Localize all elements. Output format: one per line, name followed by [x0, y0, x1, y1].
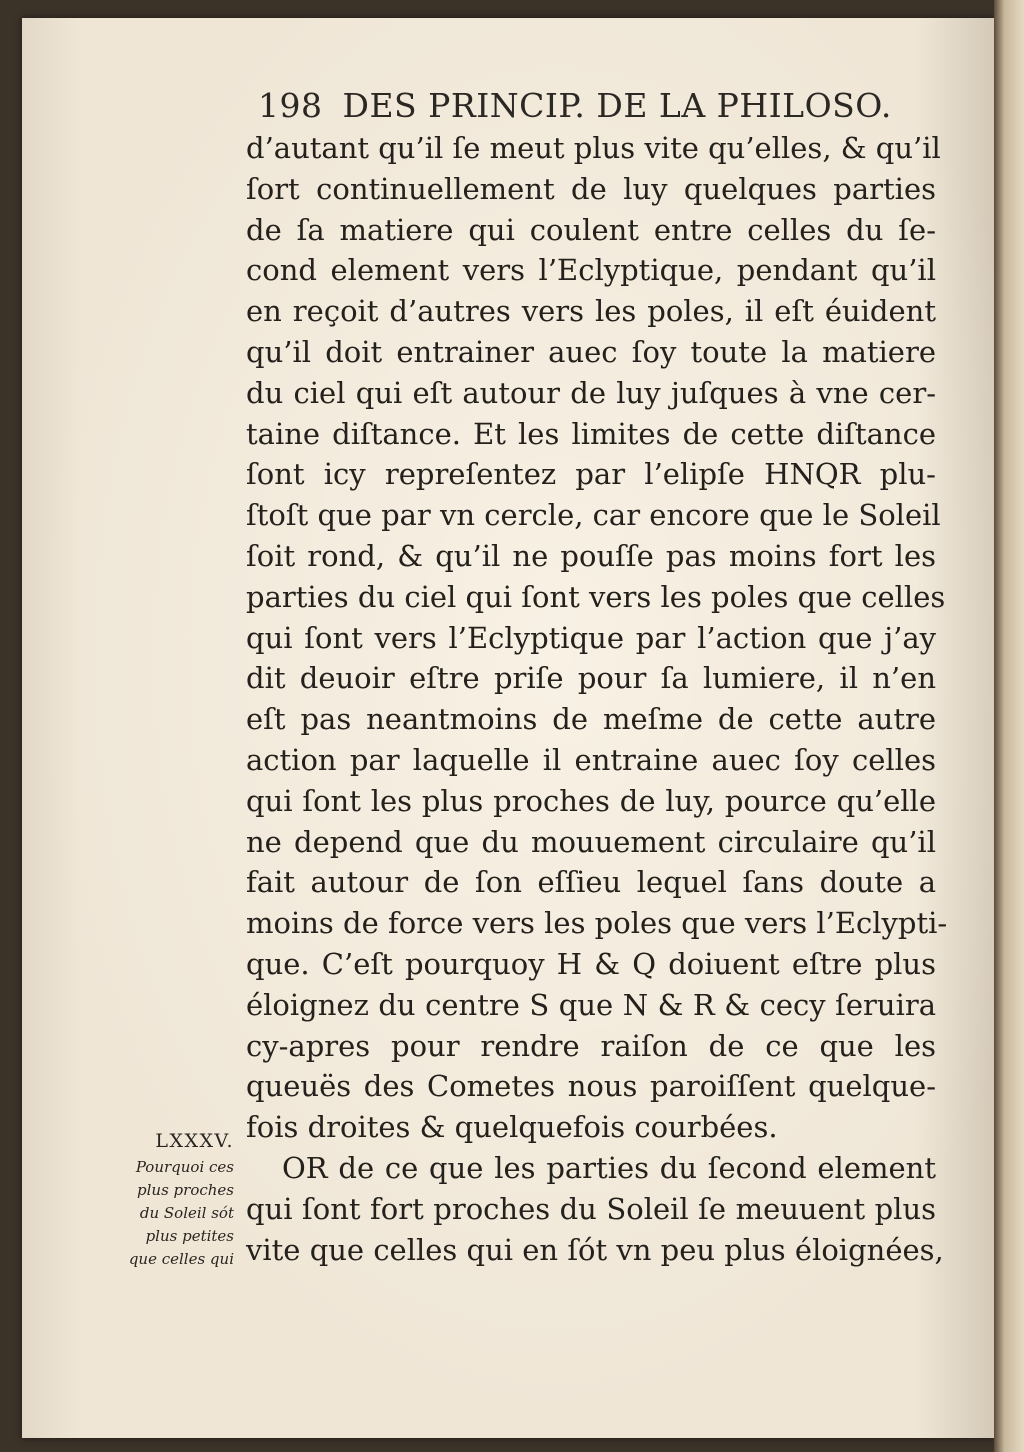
- text-line: d’autant qu’il ſe meut plus vite qu’elles, & qu’il: [246, 131, 941, 165]
- text-line: fois droites & quelquefois courbées.: [246, 1110, 778, 1145]
- text-line: OR de ce que les parties du ſecond element: [282, 1150, 936, 1185]
- page-number: 198: [258, 86, 323, 125]
- text-line: ſont icy repreſentez par l’elipſe HNQR plu-: [246, 457, 936, 492]
- text-line: parties du ciel qui ſont vers les poles que celles: [246, 579, 946, 614]
- text-line: queuës des Cometes nous paroiſſent quelque-: [246, 1069, 936, 1104]
- text-line: cond element vers l’Eclyptique, pendant qu’il: [246, 253, 936, 288]
- text-line: ſtoſt que par vn cercle, car encore que le Soleil: [246, 498, 941, 533]
- body-text: [246, 128, 948, 1270]
- text-line: dit deuoir eſtre priſe pour ſa lumiere, il n’en: [246, 661, 936, 696]
- text-line: moins de force vers les poles que vers l’Eclypti-: [246, 906, 948, 941]
- margin-note-line: que celles qui: [128, 1250, 234, 1268]
- text-line: taine diſtance. Et les limites de cette diſtance: [246, 416, 936, 451]
- text-line: eſt pas neantmoins de meſme de cette autre: [246, 702, 936, 737]
- text-line: ſoit rond, & qu’il ne pouſſe pas moins fort les: [246, 538, 936, 573]
- margin-note-line: Pourquoi ces: [135, 1158, 234, 1176]
- text-line: vite que celles qui en ſót vn peu plus éloignées,: [246, 1232, 944, 1267]
- text-line: du ciel qui eſt autour de luy juſques à vne cer-: [246, 375, 936, 410]
- text-line: qu’il doit entrainer auec ſoy toute la matiere: [246, 334, 936, 369]
- text-line: ne depend que du mouuement circulaire qu’il: [246, 824, 936, 859]
- text-line: qui ſont les plus proches de luy, pource qu’elle: [246, 783, 936, 818]
- running-head: [258, 86, 898, 126]
- text-line: que. C’eſt pourquoy H & Q doiuent eſtre plus: [246, 946, 936, 981]
- text-line: qui ſont vers l’Eclyptique par l’action que j’ay: [246, 620, 936, 655]
- next-page-edge: [994, 0, 1024, 1452]
- margin-note: [118, 1128, 234, 1271]
- running-title: DES PRINCIP. DE LA PHILOSO.: [342, 86, 892, 125]
- text-line: action par laquelle il entraine auec ſoy celles: [246, 742, 936, 777]
- margin-note-number: LXXXV.: [155, 1130, 234, 1152]
- margin-note-line: plus petites: [145, 1227, 234, 1245]
- text-line: cy-apres pour rendre raiſon de ce que les: [246, 1028, 936, 1063]
- text-line: fait autour de ſon eſſieu lequel ſans doute a: [246, 865, 936, 900]
- text-line: en reçoit d’autres vers les poles, il eſt éuident: [246, 294, 936, 329]
- text-line: éloignez du centre S que N & R & cecy ſeruira: [246, 987, 936, 1022]
- margin-note-line: du Soleil sót: [139, 1204, 234, 1222]
- text-line: qui ſont fort proches du Soleil ſe meuuent plus: [246, 1191, 936, 1226]
- text-line: de ſa matiere qui coulent entre celles du ſe-: [246, 212, 936, 247]
- margin-note-line: plus proches: [137, 1181, 234, 1199]
- text-line: ſort continuellement de luy quelques parties: [246, 171, 936, 206]
